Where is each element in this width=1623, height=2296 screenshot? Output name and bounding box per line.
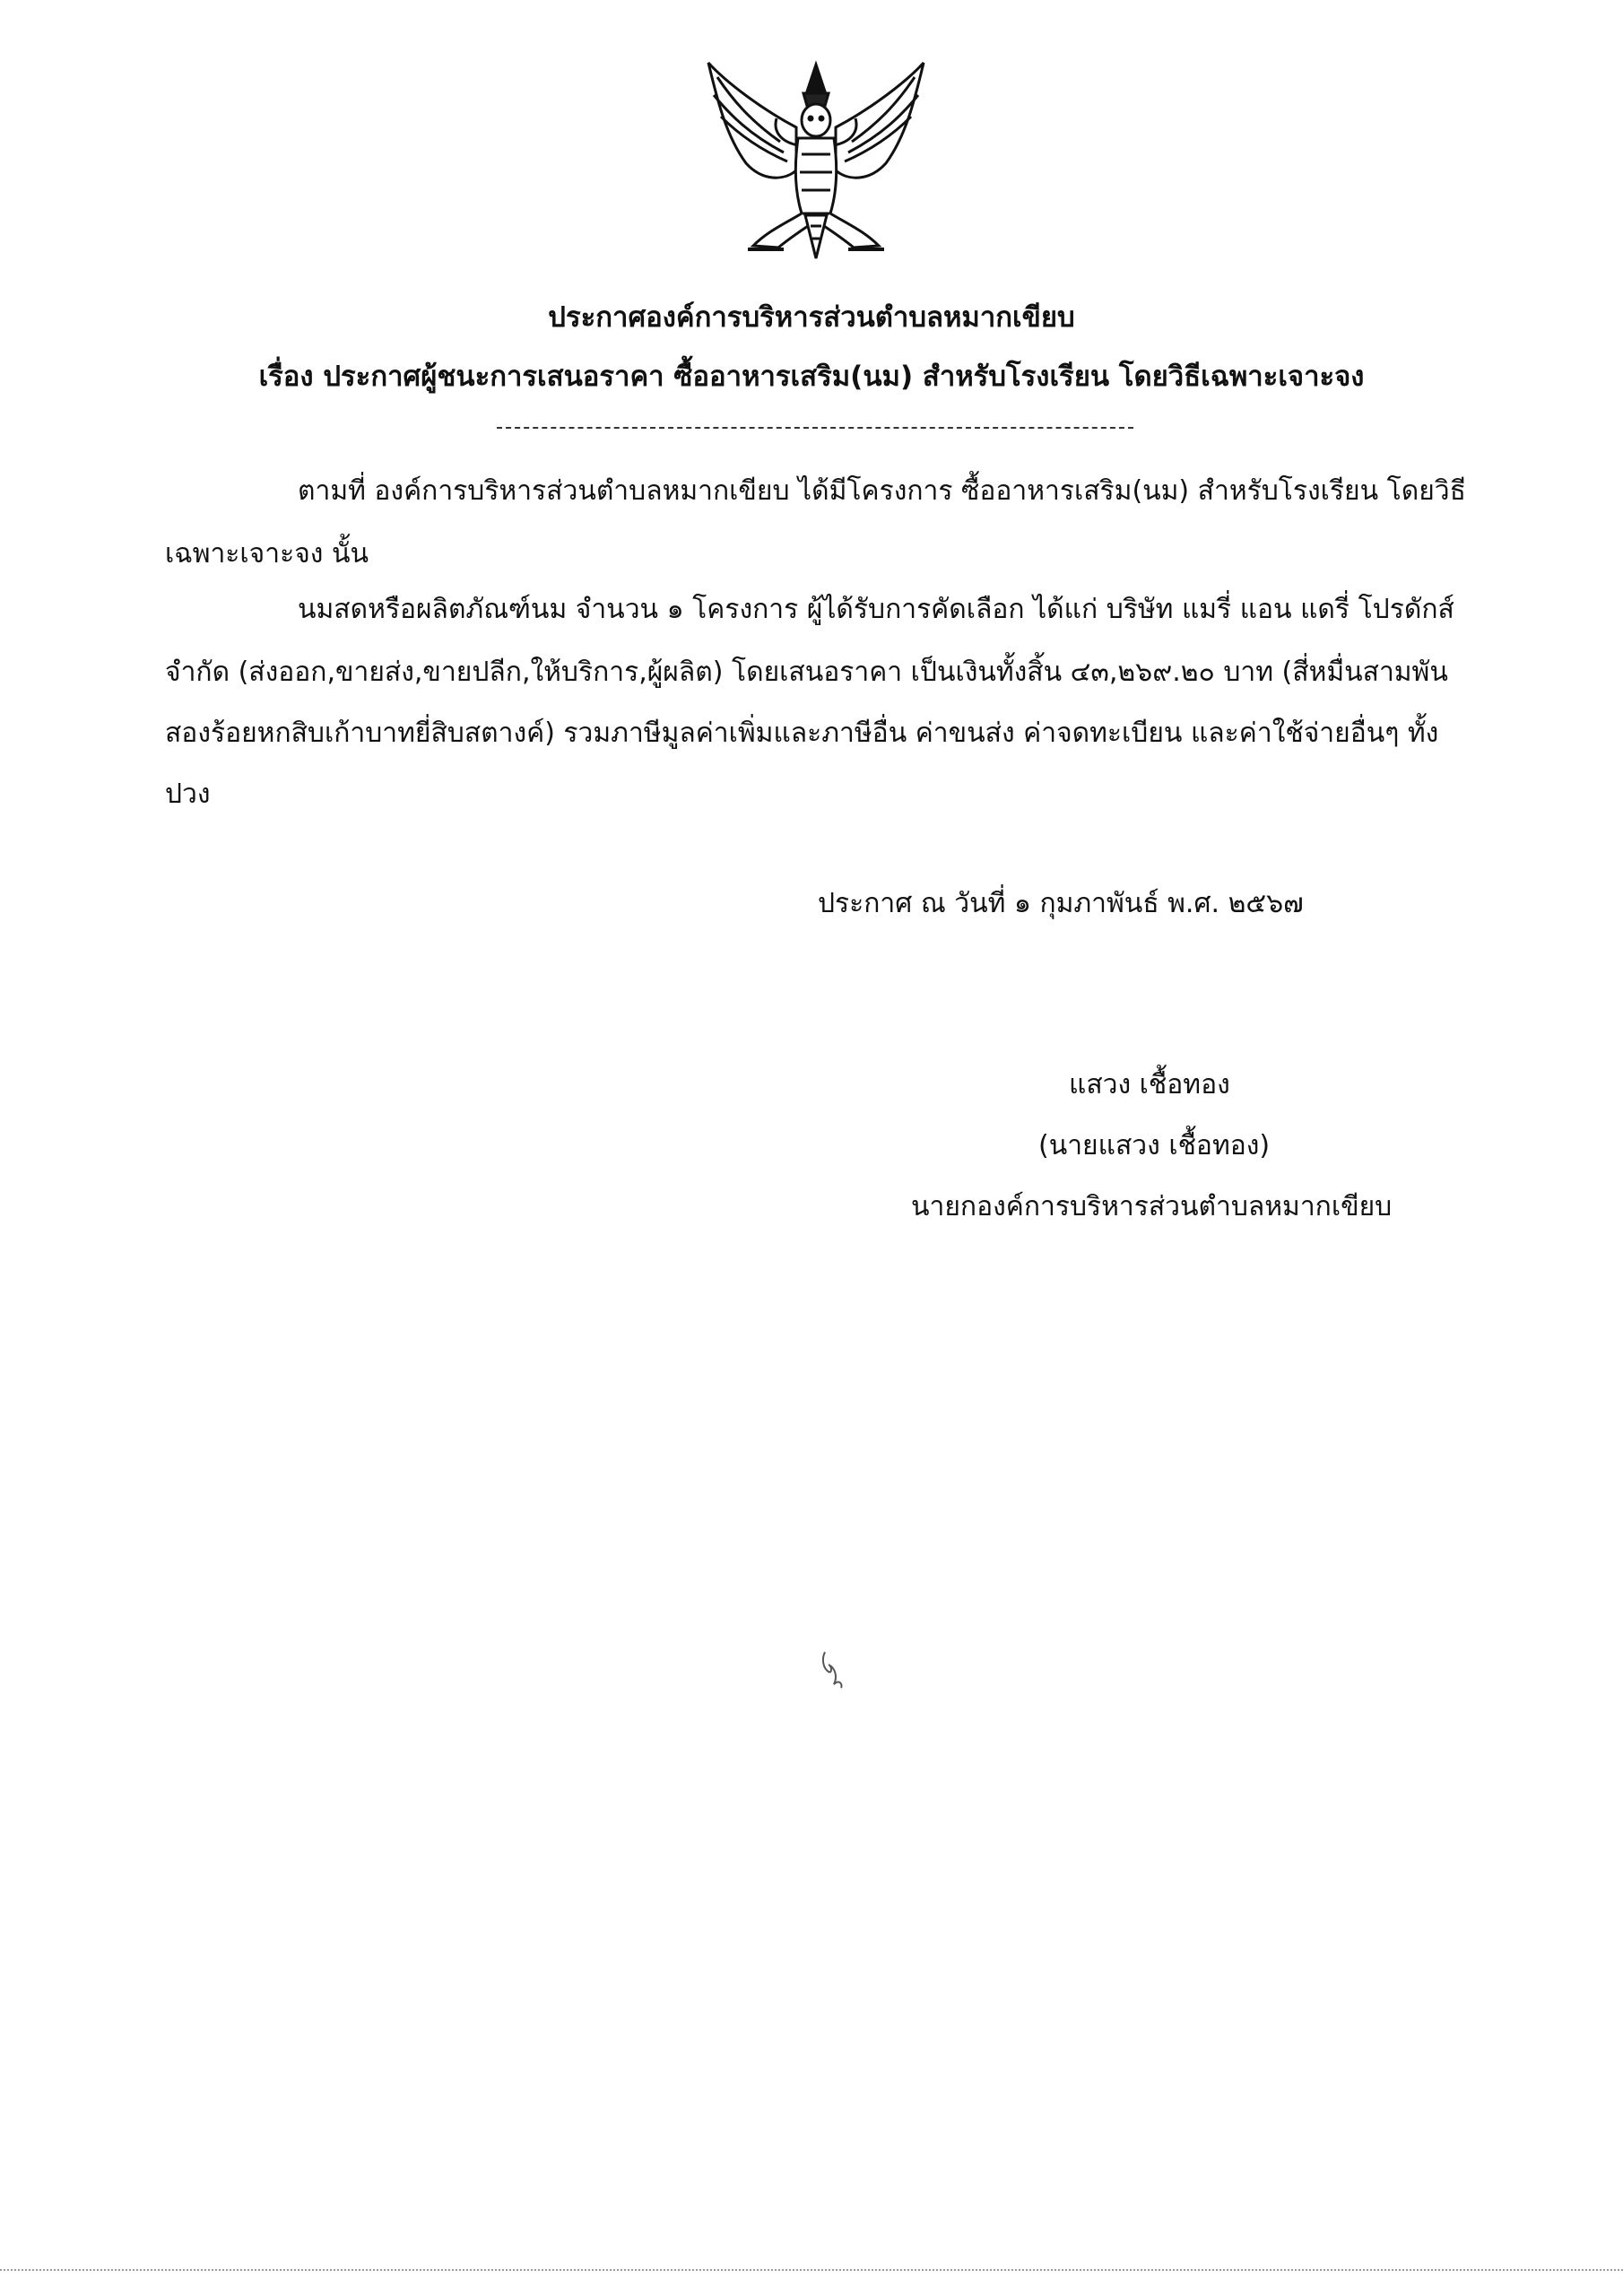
signature-name: แสวง เชื้อทอง: [1069, 1069, 1230, 1100]
dashed-divider: [497, 427, 1133, 429]
scan-edge-line: [0, 2269, 1623, 2271]
announcement-title: ประกาศองค์การบริหารส่วนตำบลหมากเขียบ: [548, 301, 1075, 334]
announcement-date: ประกาศ ณ วันที่ ๑ กุมภาพันธ์ พ.ศ. ๒๕๖๗: [818, 888, 1304, 919]
signature-full-name: (นายแสวง เชื้อทอง): [1038, 1130, 1271, 1161]
paragraph-1-line-1: ตามที่ องค์การบริหารส่วนตำบลหมากเขียบ ได้มีโครงการ ซื้ออาหารเสริม(นม) สำหรับโรงเรียน โดยวิธี: [298, 475, 1466, 507]
pen-mark-icon: [820, 1648, 846, 1690]
signature-position: นายกองค์การบริหารส่วนตำบลหมากเขียบ: [911, 1191, 1393, 1222]
announcement-subject: เรื่อง ประกาศผู้ชนะการเสนอราคา ซื้ออาหารเสริม(นม) สำหรับโรงเรียน โดยวิธีเฉพาะเจาะจง: [258, 361, 1365, 393]
garuda-emblem-icon: [690, 56, 942, 271]
paragraph-2-line-2: จำกัด (ส่งออก,ขายส่ง,ขายปลีก,ให้บริการ,ผู้ผลิต) โดยเสนอราคา เป็นเงินทั้งสิ้น ๔๓,๒๖๙.๒๐ บาท (สี่หมื่นสามพัน: [165, 657, 1448, 688]
paragraph-2-line-4: ปวง: [165, 778, 211, 810]
paragraph-2-line-1: นมสดหรือผลิตภัณฑ์นม จำนวน ๑ โครงการ ผู้ได้รับการคัดเลือก ได้แก่ บริษัท แมรี่ แอน แดรี่ โปรดักส์: [298, 594, 1454, 625]
paragraph-1-line-2: เฉพาะเจาะจง นั้น: [165, 538, 369, 570]
paragraph-2-line-3: สองร้อยหกสิบเก้าบาทยี่สิบสตางค์) รวมภาษีมูลค่าเพิ่มและภาษีอื่น ค่าขนส่ง ค่าจดทะเบียน และค่าใช้จ่ายอื่นๆ ทั้ง: [165, 718, 1439, 749]
